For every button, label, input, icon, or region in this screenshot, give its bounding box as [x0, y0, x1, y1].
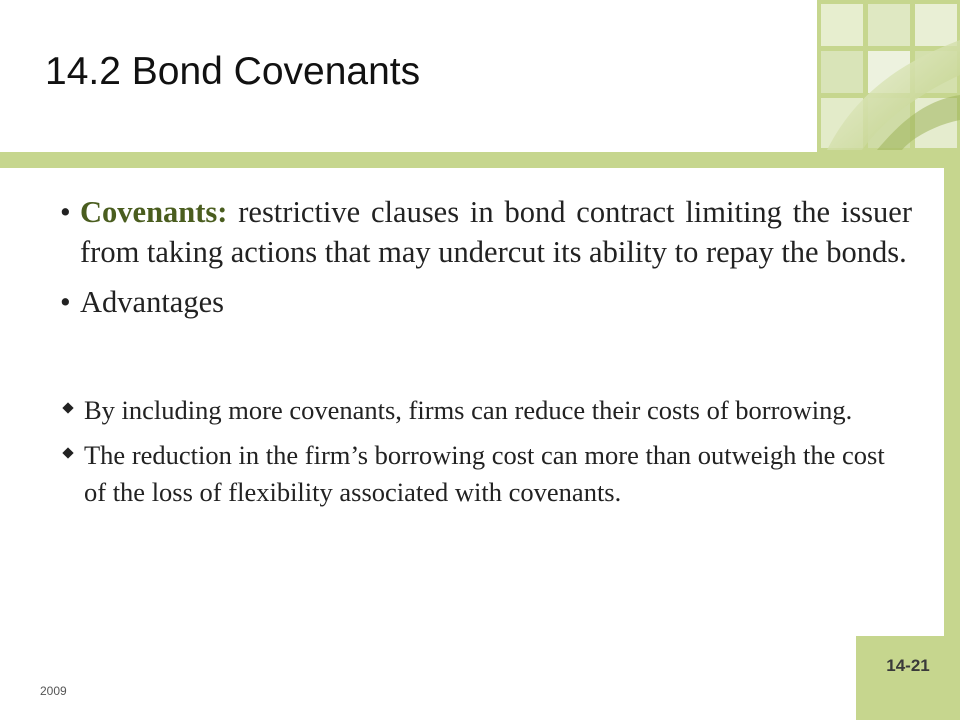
right-frame-band [944, 152, 960, 720]
top-divider-band [0, 152, 960, 168]
bullet-dot-icon: • [60, 285, 71, 319]
leaf-grid-icon [817, 0, 960, 152]
slide-title: 14.2 Bond Covenants [45, 50, 421, 93]
bullet-text: restrictive clauses in bond contract limiting the issuer from taking actions that may undercut its ability to repay the bonds. [80, 195, 912, 269]
diamond-bullet-icon [62, 402, 73, 413]
sub-bullet-item [62, 392, 904, 429]
bullet-covenants [60, 192, 912, 272]
bullet-advantages [60, 282, 912, 322]
bullet-term: Covenants: [80, 195, 228, 229]
bullet-dot-icon: • [60, 195, 71, 229]
footer-year: 2009 [40, 684, 67, 698]
diamond-bullet-icon [62, 447, 73, 458]
main-content [60, 192, 912, 322]
sub-bullet-text: By including more covenants, firms can reduce their costs of borrowing. [84, 395, 853, 425]
logo-grid-graphic [817, 0, 960, 152]
sub-bullet-text: The reduction in the firm’s borrowing cost can more than outweigh the cost of the loss of flexibility associated with covenants. [84, 440, 885, 507]
sub-bullet-list [62, 392, 904, 519]
sub-bullet-item [62, 437, 904, 511]
page-number-box [856, 636, 960, 720]
bullet-text: Advantages [80, 285, 224, 319]
page-number: 14-21 [886, 656, 930, 675]
